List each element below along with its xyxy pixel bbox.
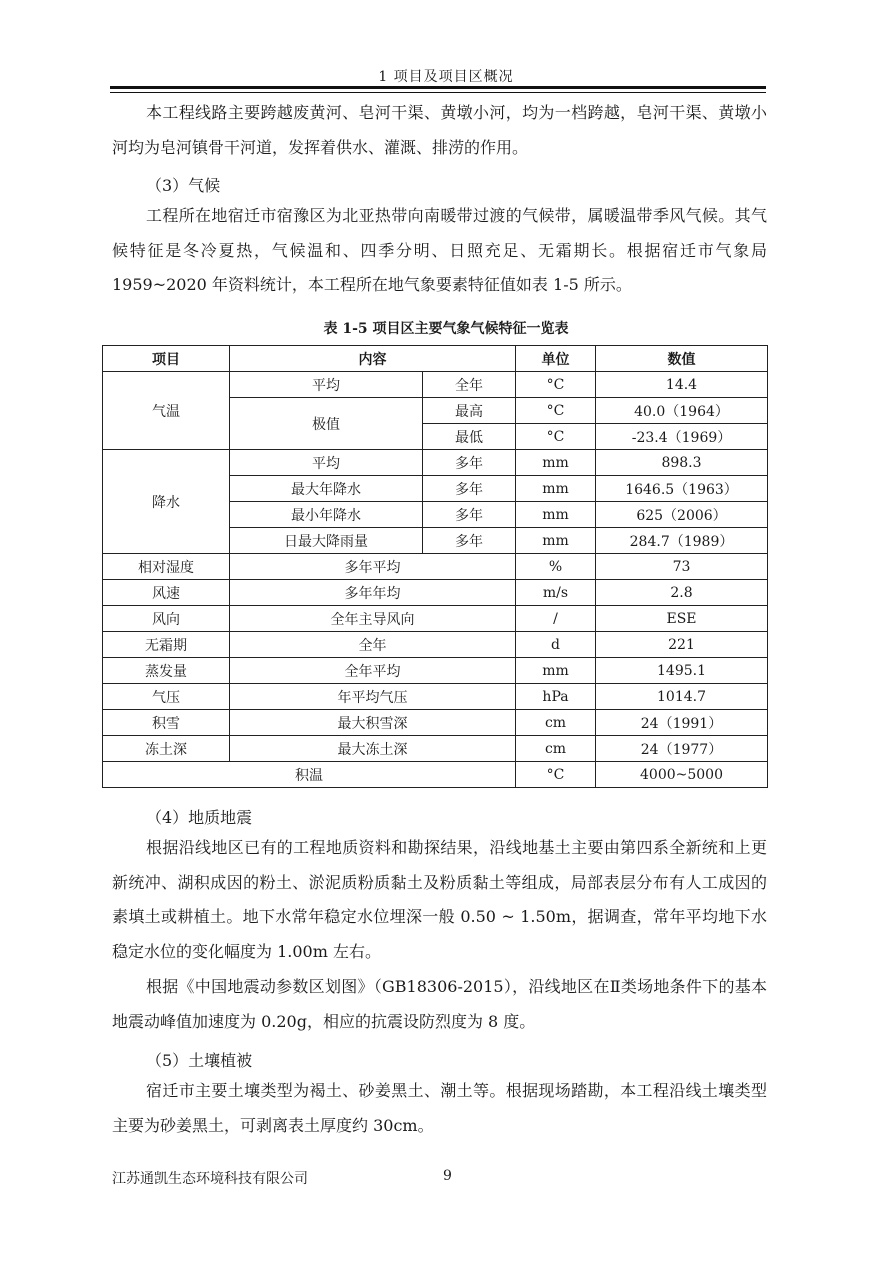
header-item: 项目 bbox=[103, 346, 230, 372]
cell-value: 2.8 bbox=[596, 580, 768, 606]
cell-unit: / bbox=[516, 606, 596, 632]
cell-unit: % bbox=[516, 554, 596, 580]
table-row bbox=[103, 450, 768, 476]
cell-precip-unit: mm bbox=[516, 502, 596, 528]
cell-content: 多年平均 bbox=[230, 554, 516, 580]
cell-unit: hPa bbox=[516, 684, 596, 710]
table-row bbox=[103, 762, 768, 788]
cell-value: 24（1991） bbox=[596, 710, 768, 736]
cell-item: 风向 bbox=[103, 606, 230, 632]
cell-item: 冻土深 bbox=[103, 736, 230, 762]
cell-item: 积雪 bbox=[103, 710, 230, 736]
table-header-row bbox=[103, 346, 768, 372]
paragraph-climate: 工程所在地宿迁市宿豫区为北亚热带向南暖带过渡的气候带，属暖温带季风气候。其气候特征是冬冷夏热，气候温和、四季分明、日照充足、无霜期长。根据宿迁市气象局 1959~2020 年资料统计，本工程所在地气象要素特征值如表 1-5 所示。 bbox=[112, 206, 767, 294]
table-row bbox=[103, 658, 768, 684]
header-unit: 单位 bbox=[516, 346, 596, 372]
cell-temp-avg-val: 14.4 bbox=[596, 372, 768, 398]
cell-item: 相对湿度 bbox=[103, 554, 230, 580]
page-number: 9 bbox=[443, 1168, 452, 1184]
cell-content: 多年年均 bbox=[230, 580, 516, 606]
cell-accum-unit: °C bbox=[516, 762, 596, 788]
cell-item: 蒸发量 bbox=[103, 658, 230, 684]
heading-soil: （5）土壤植被 bbox=[146, 1051, 253, 1070]
cell-temp-unit: °C bbox=[516, 372, 596, 398]
footer-company: 江苏通凯生态环境科技有限公司 bbox=[112, 1171, 308, 1187]
cell-precip-avg-val: 898.3 bbox=[596, 450, 768, 476]
cell-precip-unit: mm bbox=[516, 528, 596, 554]
cell-temp-unit: °C bbox=[516, 424, 596, 450]
cell-precip-multi: 多年 bbox=[423, 528, 516, 554]
heading-geology: （4）地质地震 bbox=[146, 808, 253, 827]
cell-temp-avg: 平均 bbox=[230, 372, 423, 398]
cell-value: ESE bbox=[596, 606, 768, 632]
cell-unit: cm bbox=[516, 710, 596, 736]
table-caption: 表 1-5 项目区主要气象气候特征一览表 bbox=[323, 321, 569, 337]
cell-precip-max-year: 最大年降水 bbox=[230, 476, 423, 502]
cell-item: 无霜期 bbox=[103, 632, 230, 658]
table-row bbox=[103, 606, 768, 632]
cell-accum-value: 4000~5000 bbox=[596, 762, 768, 788]
cell-precip-multi: 多年 bbox=[423, 450, 516, 476]
cell-temp-label: 气温 bbox=[103, 372, 230, 450]
cell-temp-year: 全年 bbox=[423, 372, 516, 398]
cell-precip-max-day-val: 284.7（1989） bbox=[596, 528, 768, 554]
cell-item: 气压 bbox=[103, 684, 230, 710]
header-rule-thick bbox=[110, 86, 766, 89]
cell-accum-label: 积温 bbox=[103, 762, 516, 788]
table-row bbox=[103, 710, 768, 736]
cell-precip-multi: 多年 bbox=[423, 502, 516, 528]
table-row bbox=[103, 632, 768, 658]
cell-unit: m/s bbox=[516, 580, 596, 606]
cell-precip-min-year: 最小年降水 bbox=[230, 502, 423, 528]
cell-temp-max: 最高 bbox=[423, 398, 516, 424]
cell-precip-label: 降水 bbox=[103, 450, 230, 554]
cell-temp-min: 最低 bbox=[423, 424, 516, 450]
cell-precip-multi: 多年 bbox=[423, 476, 516, 502]
cell-unit: d bbox=[516, 632, 596, 658]
paragraph-geology: 根据沿线地区已有的工程地质资料和勘探结果，沿线地基土主要由第四系全新统和上更新统冲、湖积成因的粉土、淤泥质粉质黏土及粉质黏土等组成，局部表层分布有人工成因的素填土或耕植土。地下水常年稳定水位埋深一般 0.50 ~ 1.50m，据调查，常年平均地下水稳定水位的变化幅度为 1.00m 左右。 bbox=[112, 838, 767, 961]
cell-value: 1495.1 bbox=[596, 658, 768, 684]
cell-content: 全年 bbox=[230, 632, 516, 658]
cell-temp-extreme: 极值 bbox=[230, 398, 423, 450]
cell-precip-unit: mm bbox=[516, 476, 596, 502]
header-content: 内容 bbox=[230, 346, 516, 372]
cell-precip-avg: 平均 bbox=[230, 450, 423, 476]
cell-content: 年平均气压 bbox=[230, 684, 516, 710]
cell-unit: mm bbox=[516, 658, 596, 684]
table-row bbox=[103, 736, 768, 762]
table-row bbox=[103, 372, 768, 398]
cell-temp-unit: °C bbox=[516, 398, 596, 424]
cell-temp-min-val: -23.4（1969） bbox=[596, 424, 768, 450]
page-header: 1 项目及项目区概况 bbox=[378, 69, 514, 85]
cell-content: 最大冻土深 bbox=[230, 736, 516, 762]
cell-item: 风速 bbox=[103, 580, 230, 606]
cell-value: 221 bbox=[596, 632, 768, 658]
cell-value: 1014.7 bbox=[596, 684, 768, 710]
cell-precip-unit: mm bbox=[516, 450, 596, 476]
header-value: 数值 bbox=[596, 346, 768, 372]
cell-unit: cm bbox=[516, 736, 596, 762]
cell-precip-min-year-val: 625（2006） bbox=[596, 502, 768, 528]
cell-content: 全年平均 bbox=[230, 658, 516, 684]
table-row bbox=[103, 554, 768, 580]
cell-temp-max-val: 40.0（1964） bbox=[596, 398, 768, 424]
cell-value: 24（1977） bbox=[596, 736, 768, 762]
paragraph-earthquake: 根据《中国地震动参数区划图》（GB18306-2015），沿线地区在Ⅱ类场地条件下的基本地震动峰值加速度为 0.20g，相应的抗震设防烈度为 8 度。 bbox=[112, 977, 767, 1031]
table-row bbox=[103, 580, 768, 606]
paragraph-rivers: 本工程线路主要跨越废黄河、皂河干渠、黄墩小河，均为一档跨越，皂河干渠、黄墩小河均为皂河镇骨干河道，发挥着供水、灌溉、排涝的作用。 bbox=[112, 103, 767, 157]
cell-precip-max-day: 日最大降雨量 bbox=[230, 528, 423, 554]
paragraph-soil: 宿迁市主要土壤类型为褐土、砂姜黑土、潮土等。根据现场踏勘，本工程沿线土壤类型主要为砂姜黑土，可剥离表土厚度约 30cm。 bbox=[112, 1081, 767, 1135]
table-row bbox=[103, 684, 768, 710]
heading-climate: （3）气候 bbox=[146, 176, 221, 195]
header-rule-thin bbox=[110, 92, 766, 93]
cell-value: 73 bbox=[596, 554, 768, 580]
climate-table bbox=[102, 345, 768, 788]
cell-content: 全年主导风向 bbox=[230, 606, 516, 632]
cell-precip-max-year-val: 1646.5（1963） bbox=[596, 476, 768, 502]
cell-content: 最大积雪深 bbox=[230, 710, 516, 736]
